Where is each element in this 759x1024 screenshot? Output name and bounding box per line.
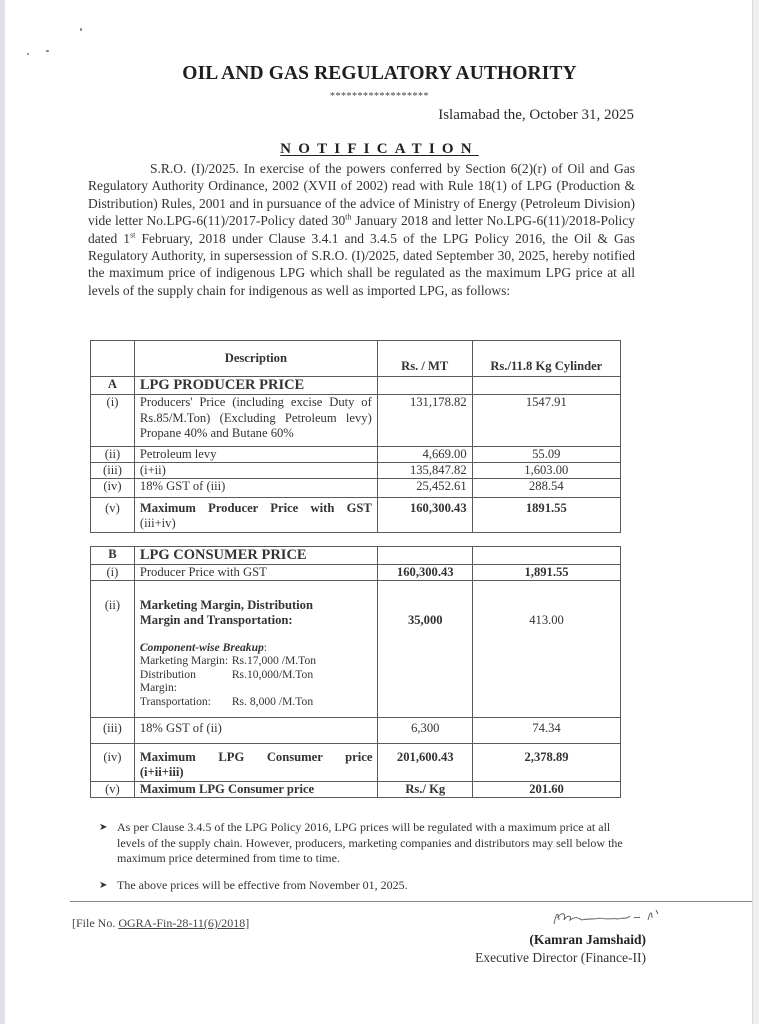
row-description-line-1: Maximum LPG Consumer price [139,750,373,764]
notification-body [88,160,635,299]
arrow-bullet-icon: ➤ [99,879,108,891]
empty-cell [377,377,472,395]
row-no: (iv) [91,479,135,498]
row-description-line-2: (iii+iv) [139,516,176,530]
authority-title: OIL AND GAS REGULATORY AUTHORITY [182,63,577,84]
section-code: B [91,547,135,565]
producer-price-table [90,340,621,533]
row-no: (i) [91,395,135,447]
empty-cell [473,547,621,565]
section-title: LPG PRODUCER PRICE [134,377,377,395]
row-rs-per-kg: 201.60 [473,782,621,798]
ordinal-suffix-1: th [345,212,352,222]
table-row [91,718,621,744]
row-no: (i) [91,565,135,581]
row-description: Producers' Price (including excise Duty of Rs.85/M.Ton) (Excluding Petroleum levy) Propane 40% and Butane 60% [134,395,377,447]
row-description: 18% GST of (iii) [134,479,377,498]
row-rs-per-mt: 6,300 [378,718,473,744]
row-no: (iii) [91,718,135,744]
breakup-label: Marketing Margin: [139,654,229,668]
file-number-prefix: [File No. [72,916,119,930]
body-text-2: January 2018 and letter No.LPG-6(11)/2018-Policy dated 1 [88,213,635,246]
row-rs-per-cylinder: 413.00 [473,581,621,718]
row-no: (ii) [91,447,135,463]
breakup-title-text: Component-wise Breakup [139,641,264,654]
component-breakup [140,641,373,708]
table-row [91,581,621,718]
row-description [134,581,378,718]
row-rs-per-cylinder: 1,603.00 [472,463,620,479]
row-rs-per-cylinder: 288.54 [472,479,620,498]
row-rs-per-mt: 25,452.61 [377,479,472,498]
row-rs-per-cylinder: 2,378.89 [473,744,621,782]
row-rs-per-cylinder: 74.34 [473,718,621,744]
row-rs-per-mt: 135,847.82 [377,463,472,479]
notes-list [99,820,639,904]
empty-cell [472,377,620,395]
row-no: (ii) [91,581,135,718]
ordinal-suffix-2: st [130,230,136,240]
table-header-row [91,341,621,377]
scan-speck [80,28,82,31]
row-no: (v) [91,782,135,798]
row-description: Maximum LPG Consumer price [134,782,378,798]
breakup-value: Rs.17,000 /M.Ton [231,654,317,668]
row-unit: Rs./ Kg [378,782,473,798]
notification-heading: NOTIFICATION [280,141,479,157]
breakup-value: Rs.10,000/M.Ton [231,667,314,681]
row-rs-per-cylinder: 55.09 [472,447,620,463]
table-row [91,479,621,498]
row-rs-per-mt: 35,000 [378,581,473,718]
notification-heading-wrap [0,140,759,158]
row-description-line-1: Maximum Producer Price with GST [139,501,372,515]
table-row-per-kg [91,782,621,798]
table-row-total [91,498,621,533]
consumer-price-table [90,546,621,798]
note-item [99,878,639,894]
breakup-item [140,695,373,708]
signatory-designation: Executive Director (Finance-II) [475,950,646,965]
row-rs-per-cylinder: 1547.91 [472,395,620,447]
row-rs-per-mt: 160,300.43 [377,498,472,533]
row-no: (iii) [91,463,135,479]
row-description-line-2: (i+ii+iii) [139,765,184,779]
breakup-label: Transportation: [139,694,211,708]
section-title: LPG CONSUMER PRICE [134,547,378,565]
header-rs-per-cylinder: Rs./11.8 Kg Cylinder [472,341,620,377]
row-description: 18% GST of (ii) [134,718,378,744]
row-rs-per-mt: 201,600.43 [378,744,473,782]
breakup-item [140,668,373,695]
footer-divider [70,901,752,902]
row-description: (i+ii) [134,463,377,479]
breakup-item [140,654,373,667]
row-description: Producer Price with GST [134,565,378,581]
body-text-1: S.R.O. (I)/2025. In exercise of the powers conferred by Section 6(2)(r) of Oil and Gas Regulatory Authority Ordinance, 2002 (XVII of 2002) read with Rule 18(1) of LPG (Production & Distribution) Rules, 2001 and in pursuance of the advice of Ministry of Energy (Petroleum Division) vide letter No.LPG-6(11)/2017-Policy dated 30 [88,161,635,229]
header-rs-per-mt: Rs. / MT [377,341,472,377]
signatory-name: (Kamran Jamshaid) [529,932,646,947]
section-row [91,377,621,395]
breakup-label: Distribution Margin: [139,667,196,695]
row-description [134,744,378,782]
signature-icon [548,906,668,928]
table-row [91,395,621,447]
row-rs-per-mt: 4,669.00 [377,447,472,463]
row-description [134,498,377,533]
note-item [99,820,639,867]
table-row-total [91,744,621,782]
note-text: As per Clause 3.4.5 of the LPG Policy 2016, LPG prices will be regulated with a maximum price at all levels of the supply chain. However, producers, marketing companies and distributors may sell below the maximum price determined from time to time. [117,820,623,866]
breakup-value: Rs. 8,000 /M.Ton [231,694,314,708]
title-separator-stars: ****************** [330,91,429,102]
body-text-3: February, 2018 under Clause 3.4.1 and 3.4.5 of the LPG Policy 2016, the Oil & Gas Regulatory Authority, in supersession of S.R.O. (I)/2025, dated September 30, 2025, hereby notified the maximum price of indigenous LPG which shall be regulated as the maximum LPG price at all levels of the supply chain for indigenous as well as imported LPG, as follows: [88,230,635,298]
scan-speck [27,53,29,55]
table-row [91,447,621,463]
breakup-title: Component-wise Breakup: [139,641,268,654]
arrow-bullet-icon: ➤ [99,822,108,833]
row-no: (iv) [91,744,135,782]
row-description-heading: Marketing Margin, Distribution Margin and Transportation: [139,598,313,627]
table-row [91,565,621,581]
row-rs-per-cylinder: 1891.55 [472,498,620,533]
empty-cell [378,547,473,565]
scan-speck [46,50,49,52]
row-description: Petroleum levy [134,447,377,463]
row-rs-per-cylinder: 1,891.55 [473,565,621,581]
header-no [91,341,135,377]
row-rs-per-mt: 131,178.82 [377,395,472,447]
section-code: A [91,377,135,395]
file-number-value: OGRA-Fin-28-11(6)/2018] [118,916,250,930]
section-row [91,547,621,565]
row-no: (v) [91,498,135,533]
row-rs-per-mt: 160,300.43 [378,565,473,581]
dateline: Islamabad the, October 31, 2025 [438,107,634,123]
header-description: Description [134,341,377,377]
file-number [72,916,249,931]
table-row [91,463,621,479]
note-text: The above prices will be effective from November 01, 2025. [117,877,408,892]
